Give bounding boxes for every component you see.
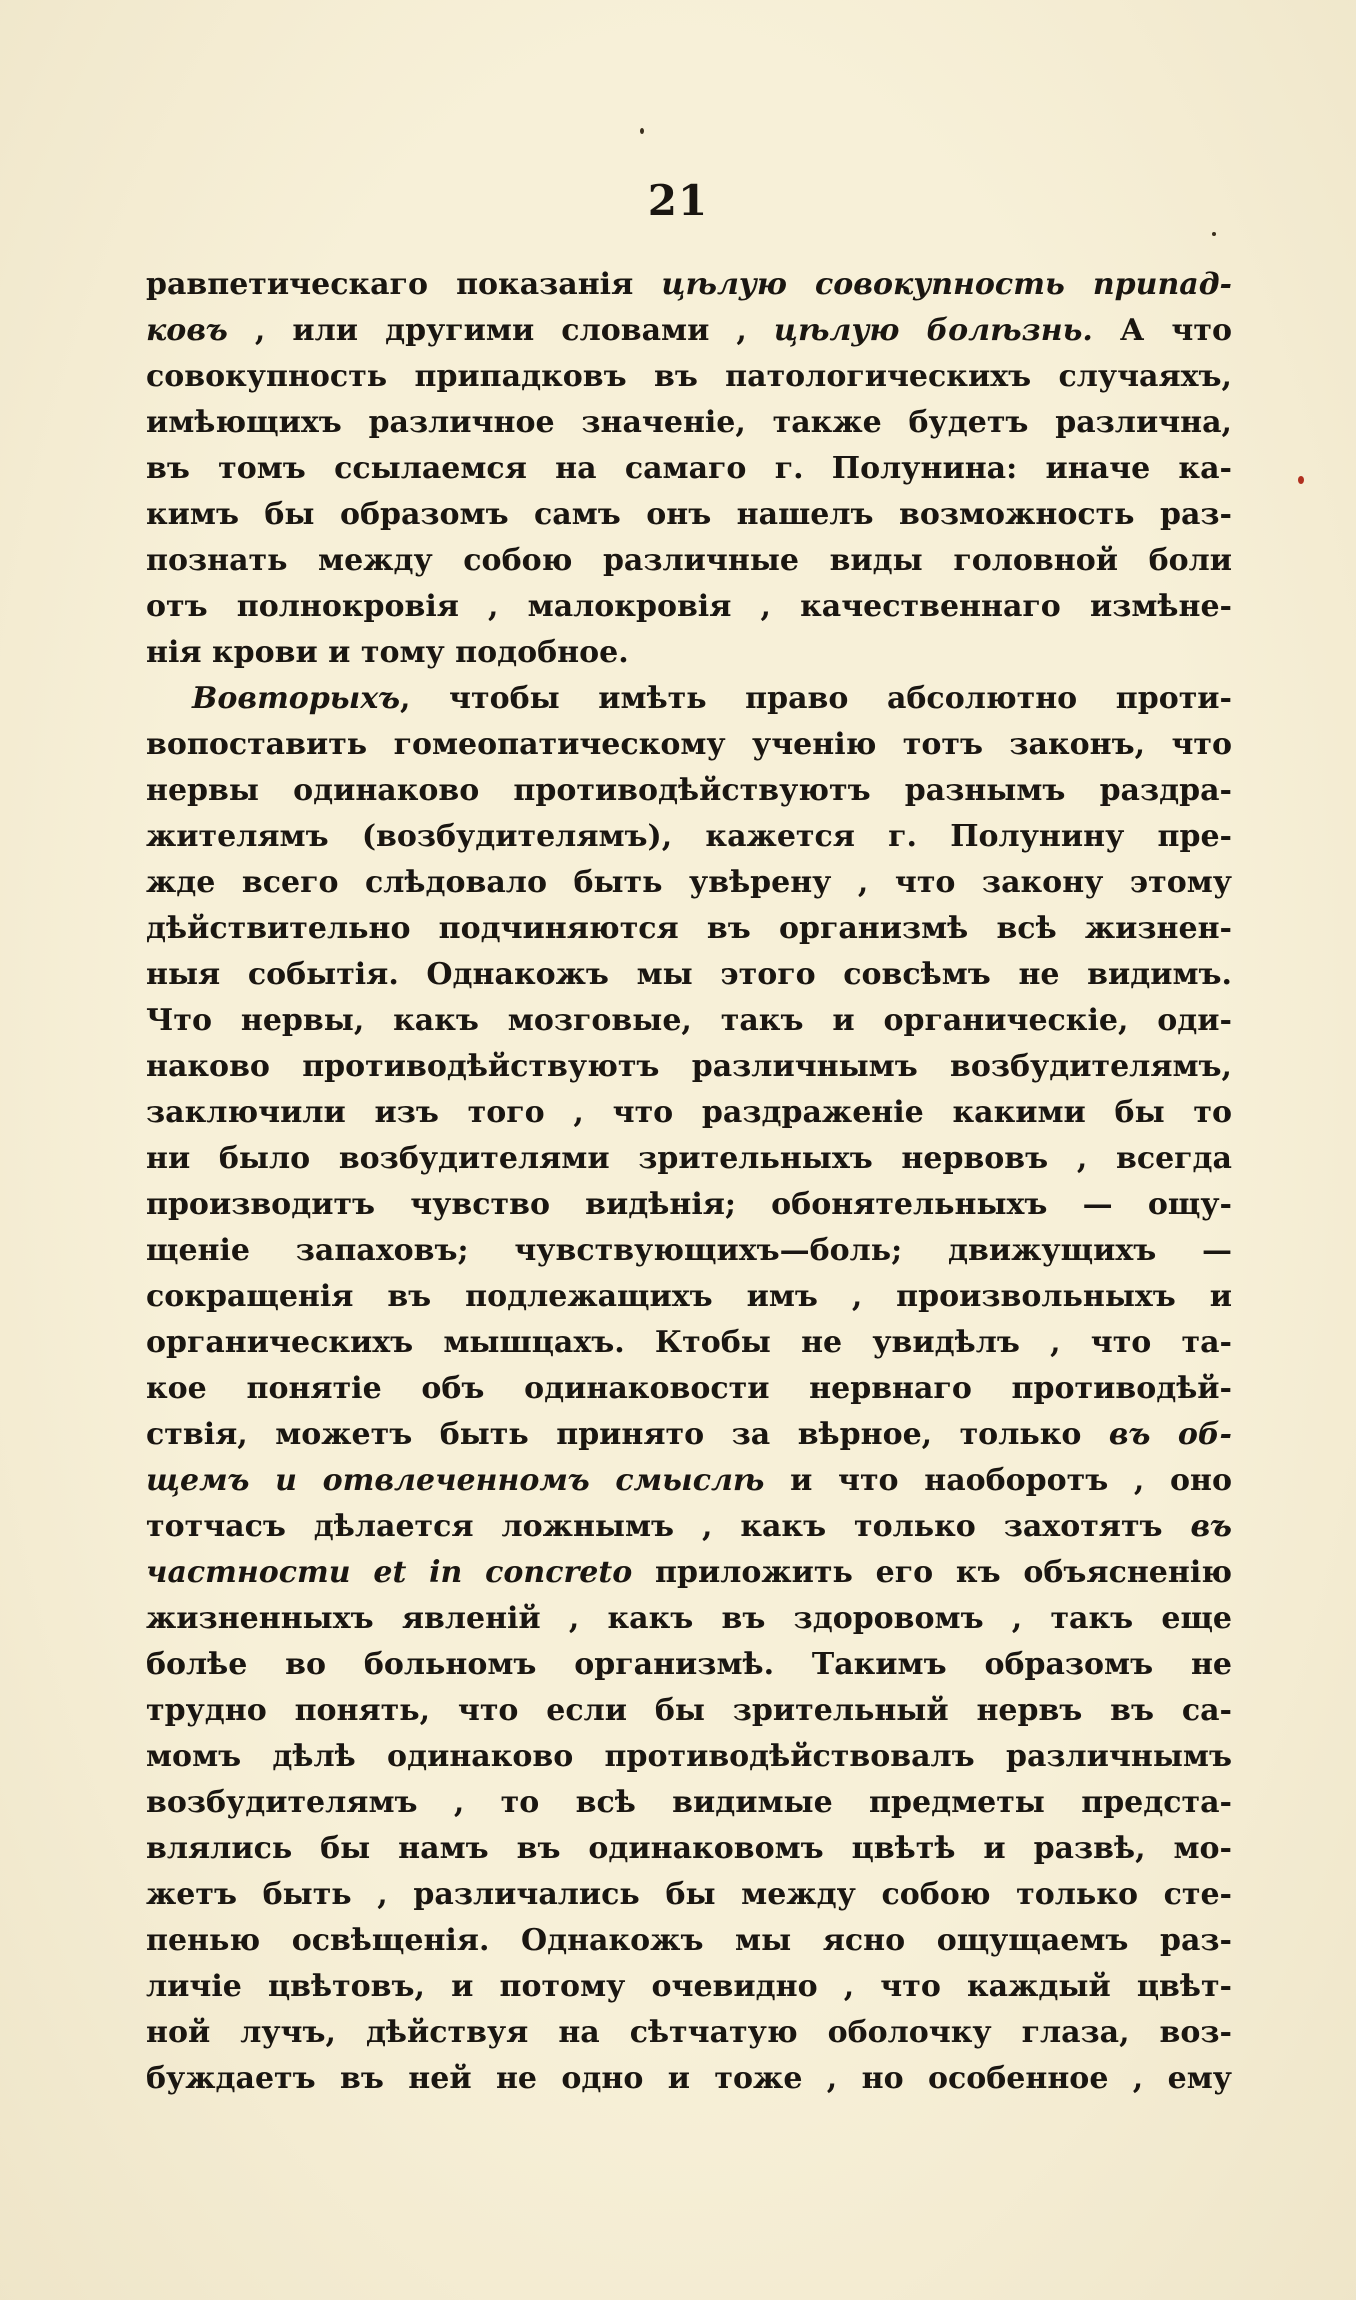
text-line: [146, 308, 1232, 354]
text-run: , или другими словами ,: [227, 313, 774, 348]
text-run: ствія, можетъ быть принято за вѣрное, только: [146, 1417, 1109, 1452]
text-line: ни было возбудителями зрительныхъ нервовъ , всегда: [146, 1141, 1232, 1176]
text-line: сокращенія въ подлежащихъ имъ , произвольныхъ и: [146, 1279, 1232, 1314]
text-line: отъ полнокровія , малокровія , качественнаго измѣне-: [146, 589, 1232, 624]
ink-speck: [1298, 476, 1304, 484]
text-line: [146, 676, 1232, 722]
text-line: нія крови и тому подобное.: [146, 635, 629, 670]
text-line: нервы одинаково противодѣйствуютъ разнымъ раздра-: [146, 773, 1232, 808]
text-line: дѣйствительно подчиняются въ организмѣ всѣ жизнен-: [146, 911, 1232, 946]
text-line: заключили изъ того , что раздраженіе какими бы то: [146, 1095, 1232, 1130]
italic-run: цѣлую болѣзнь.: [773, 313, 1093, 348]
text-run: тотчасъ дѣлается ложнымъ , какъ только захотятъ: [146, 1509, 1191, 1544]
ink-speck: [1212, 232, 1216, 236]
text-line: Что нервы, какъ мозговые, такъ и органическіе, оди-: [146, 1003, 1232, 1038]
text-line: влялись бы намъ въ одинаковомъ цвѣтѣ и развѣ, мо-: [146, 1831, 1232, 1866]
text-line: кое понятіе объ одинаковости нервнаго противодѣй-: [146, 1371, 1232, 1406]
text-run: и что наоборотъ , оно: [764, 1463, 1232, 1498]
text-line: момъ дѣлѣ одинаково противодѣйствовалъ различнымъ: [146, 1739, 1232, 1774]
text-line: щеніе запаховъ; чувствующихъ—боль; движущихъ —: [146, 1233, 1232, 1268]
text-line: [146, 1550, 1232, 1596]
text-line: органическихъ мышцахъ. Ктобы не увидѣлъ , что та-: [146, 1325, 1232, 1360]
text-line: пенью освѣщенія. Однакожъ мы ясно ощущаемъ раз-: [146, 1923, 1232, 1958]
body-text: [146, 262, 1232, 2102]
text-line: ныя событія. Однакожъ мы этого совсѣмъ не видимъ.: [146, 957, 1232, 992]
text-run: равпетическаго показанія: [146, 267, 662, 302]
text-line: производитъ чувство видѣнія; обонятельныхъ — ощу-: [146, 1187, 1232, 1222]
text-run: приложить его къ объясненію: [632, 1555, 1232, 1590]
italic-run: цѣлую совокупность припад-: [661, 267, 1232, 302]
text-line: ной лучъ, дѣйствуя на сѣтчатую оболочку глаза, воз-: [146, 2015, 1232, 2050]
text-line: трудно понять, что если бы зрительный нервъ въ са-: [146, 1693, 1232, 1728]
italic-run: частности et in concreto: [146, 1555, 633, 1590]
text-line: совокупность припадковъ въ патологическихъ случаяхъ,: [146, 359, 1232, 394]
text-run: А что: [1092, 313, 1232, 348]
text-line: [146, 262, 1232, 308]
italic-run: щемъ и отвлеченномъ смыслѣ: [146, 1463, 765, 1498]
text-line: въ томъ ссылаемся на самаго г. Полунина: иначе ка-: [146, 451, 1232, 486]
text-line: жизненныхъ явленій , какъ въ здоровомъ , такъ еще: [146, 1601, 1232, 1636]
ink-speck: [640, 128, 644, 134]
page-number: 21: [647, 176, 709, 225]
text-line: болѣе во больномъ организмѣ. Такимъ образомъ не: [146, 1647, 1232, 1682]
text-line: наково противодѣйствуютъ различнымъ возбудителямъ,: [146, 1049, 1232, 1084]
text-line: жде всего слѣдовало быть увѣрену , что закону этому: [146, 865, 1232, 900]
text-line: личіе цвѣтовъ, и потому очевидно , что каждый цвѣт-: [146, 1969, 1232, 2004]
text-line: жителямъ (возбудителямъ), кажется г. Полунину пре-: [146, 819, 1232, 854]
text-line: [146, 1458, 1232, 1504]
text-line: вопоставить гомеопатическому ученію тотъ законъ, что: [146, 727, 1232, 762]
text-run: , чтобы имѣть право абсолютно проти-: [400, 681, 1232, 716]
text-line: жетъ быть , различались бы между собою только сте-: [146, 1877, 1232, 1912]
italic-run: въ об-: [1108, 1417, 1232, 1452]
text-line: познать между собою различные виды головной боли: [146, 543, 1232, 578]
text-line: возбудителямъ , то всѣ видимые предметы предста-: [146, 1785, 1232, 1820]
text-line: кимъ бы образомъ самъ онъ нашелъ возможность раз-: [146, 497, 1232, 532]
italic-run: въ: [1190, 1509, 1232, 1544]
text-line: имѣющихъ различное значеніе, также будетъ различна,: [146, 405, 1232, 440]
text-line: буждаетъ въ ней не одно и тоже , но особенное , ему: [146, 2061, 1232, 2096]
text-line: [146, 1504, 1232, 1550]
italic-run: Вовторыхъ: [192, 681, 401, 716]
text-line: [146, 1412, 1232, 1458]
italic-run: ковъ: [146, 313, 228, 348]
